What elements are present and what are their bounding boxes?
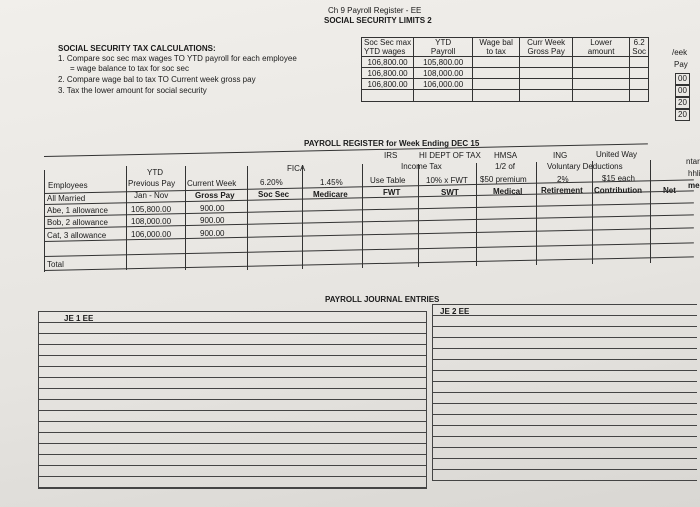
register-col-rule	[247, 166, 248, 270]
register-col-rule	[476, 163, 477, 266]
ss-header-max	[362, 38, 414, 57]
je2-line[interactable]	[433, 404, 697, 415]
register-col-rule	[302, 166, 303, 269]
ss-header-lower	[573, 38, 630, 57]
all-married-label: All Married	[47, 194, 86, 203]
ss-header-curr-week	[520, 38, 573, 57]
je2-line[interactable]	[433, 459, 697, 470]
ss-blank-cell	[473, 68, 520, 79]
each-label: $15 each	[602, 174, 635, 183]
instruction-step-3: 3. Tax the lower amount for social security	[58, 86, 207, 95]
edge-pay-label: Pay	[674, 60, 688, 69]
je2-line[interactable]	[433, 393, 697, 404]
ss-ytd-label-2: Payroll	[430, 47, 456, 56]
voluntary-deductions-label: Voluntary Deductions	[547, 162, 623, 171]
employee-ytd: 106,000.00	[131, 230, 172, 239]
ss-blank-cell	[520, 57, 573, 68]
instructions-heading: SOCIAL SECURITY TAX CALCULATIONS:	[58, 44, 216, 53]
ytd-label: YTD	[147, 168, 163, 177]
edge-value-3: 20	[675, 97, 690, 109]
ss-blank-cell	[630, 90, 649, 102]
edge-label-a3: me	[688, 181, 700, 190]
register-row-rule	[44, 242, 694, 257]
je1-line[interactable]	[39, 455, 426, 466]
je1-lines	[38, 311, 427, 489]
je1-line[interactable]	[39, 466, 426, 477]
employee-ytd: 105,800.00	[131, 205, 172, 214]
medical-label: Medical	[493, 187, 523, 196]
je1-line[interactable]	[39, 312, 426, 323]
je1-line[interactable]	[39, 400, 426, 411]
ss-blank-cell	[520, 90, 573, 102]
ss-max-label-2: YTD wages	[364, 47, 406, 56]
edge-value-2: 00	[675, 85, 690, 97]
je1-line[interactable]	[39, 345, 426, 356]
ss-ytd-label: YTD	[435, 38, 452, 47]
je2-label: JE 2 EE	[440, 307, 470, 316]
je2-line[interactable]	[433, 371, 697, 382]
ss-blank-cell	[362, 90, 414, 102]
ss-blank-cell	[414, 90, 473, 102]
ss-ytd-cell: 106,000.00	[414, 79, 473, 90]
hmsa-label: HMSA	[494, 151, 518, 160]
ss-blank-cell	[473, 57, 520, 68]
je1-line[interactable]	[39, 367, 426, 378]
je2-line[interactable]	[433, 415, 697, 426]
je2-lines	[432, 304, 697, 481]
ss-soc-label: Soc	[632, 47, 647, 56]
ss-max-label: Soc Sec max	[364, 38, 412, 47]
income-tax-label: Income Tax	[401, 162, 442, 171]
je1-line[interactable]	[39, 444, 426, 455]
total-label: Total	[47, 260, 64, 269]
ss-blank-cell	[473, 79, 520, 90]
prev-pay-label: Previous Pay	[128, 179, 176, 188]
fica-label: FICA	[287, 164, 306, 173]
employee-gross: 900.00	[200, 204, 225, 213]
je1-label: JE 1 EE	[64, 314, 94, 323]
ss-currweek-label: Curr Week	[527, 38, 566, 47]
ss-max-cell: 106,800.00	[362, 68, 414, 79]
current-week-label: Current Week	[187, 179, 237, 188]
ss-lower-label-2: amount	[587, 47, 615, 56]
edge-label-a2: hhli	[688, 169, 700, 178]
register-col-rule	[185, 166, 186, 270]
irs-label: IRS	[384, 151, 398, 160]
ss-blank-cell	[630, 57, 649, 68]
je2-line[interactable]	[433, 360, 697, 371]
ss-blank-cell	[573, 90, 630, 102]
page-title: Ch 9 Payroll Register - EE	[328, 6, 422, 15]
employee-ytd: 108,000.00	[131, 217, 172, 226]
register-col-rule	[418, 164, 419, 267]
ss-blank-cell	[630, 68, 649, 79]
instruction-step-1b: = wage balance to tax for soc sec	[70, 64, 189, 73]
je1-line[interactable]	[39, 389, 426, 400]
gross-pay-label: Gross Pay	[195, 191, 235, 200]
two-pct-label: 2%	[557, 175, 569, 184]
je1-line[interactable]	[39, 334, 426, 345]
ss-currweek-label-2: Gross Pay	[527, 47, 565, 56]
soc-rate-label: 6.20%	[260, 178, 283, 187]
je2-line[interactable]	[433, 437, 697, 448]
ss-header-ytd	[414, 38, 473, 57]
je2-line[interactable]	[433, 448, 697, 459]
ss-ytd-cell: 105,800.00	[414, 57, 473, 68]
employees-label: Employees	[48, 181, 88, 190]
edge-value-1: 00	[675, 73, 690, 85]
ing-label: ING	[553, 151, 568, 160]
ss-blank-cell	[520, 68, 573, 79]
instruction-step-2: 2. Compare wage bal to tax TO Current week gross pay	[58, 75, 256, 84]
medicare-label: Medicare	[313, 190, 348, 199]
contribution-label: Contribution	[594, 186, 642, 195]
ss-blank-cell	[573, 68, 630, 79]
register-row-rule	[44, 256, 694, 271]
hi-dept-label: HI DEPT OF TAX	[419, 151, 481, 160]
je2-line[interactable]	[433, 305, 697, 316]
je2-line[interactable]	[433, 426, 697, 437]
je1-line[interactable]	[39, 411, 426, 422]
ss-blank-cell	[573, 79, 630, 90]
edge-label-a1: ntar	[686, 157, 700, 166]
ss-header-soc	[630, 38, 649, 57]
je2-line[interactable]	[433, 338, 697, 349]
employee-name: Bob, 2 allowance	[47, 218, 108, 227]
je2-line[interactable]	[433, 327, 697, 338]
social-security-table	[361, 37, 649, 102]
journal-title: PAYROLL JOURNAL ENTRIES	[325, 295, 440, 304]
jan-nov-label: Jan - Nov	[134, 191, 169, 200]
register-title: PAYROLL REGISTER for Week Ending DEC 15	[304, 139, 480, 148]
je2-line[interactable]	[433, 349, 697, 360]
ss-ytd-cell: 108,000.00	[414, 68, 473, 79]
je1-line[interactable]	[39, 378, 426, 389]
fwt-label: FWT	[383, 188, 401, 197]
ss-blank-cell	[630, 79, 649, 90]
ss-blank-cell	[473, 90, 520, 102]
ss-max-cell: 106,800.00	[362, 57, 414, 68]
je1-line[interactable]	[39, 356, 426, 367]
fwt-pct-label: 10% x FWT	[426, 176, 468, 185]
je1-line[interactable]	[39, 477, 426, 488]
je1-line[interactable]	[39, 422, 426, 433]
employee-name: Cat, 3 allowance	[47, 231, 107, 240]
med-rate-label: 1.45%	[320, 178, 343, 187]
retirement-label: Retirement	[541, 186, 583, 195]
united-way-label: United Way	[596, 150, 638, 159]
net-label: Net	[663, 186, 676, 195]
half-of-label: 1/2 of	[495, 162, 516, 171]
register-col-rule	[362, 164, 363, 268]
ss-lower-label: Lower	[590, 38, 613, 47]
ss-header-wage-bal	[473, 38, 520, 57]
ss-wagebal-label-2: to tax	[486, 47, 506, 56]
register-col-rule	[536, 162, 537, 265]
edge-value-4: 20	[675, 109, 690, 121]
soc-sec-label: Soc Sec	[258, 190, 290, 199]
register-col-rule	[592, 161, 593, 264]
register-col-rule	[650, 160, 651, 263]
employee-gross: 900.00	[200, 216, 225, 225]
register-col-rule	[44, 170, 45, 272]
register-col-rule	[126, 166, 127, 270]
use-table-label: Use Table	[370, 176, 406, 185]
je1-line[interactable]	[39, 433, 426, 444]
je2-line[interactable]	[433, 470, 697, 481]
ss-max-cell: 106,800.00	[362, 79, 414, 90]
premium-label: $50 premium	[480, 175, 527, 184]
ss-blank-cell	[520, 79, 573, 90]
employee-gross: 900.00	[200, 229, 225, 238]
je2-line[interactable]	[433, 316, 697, 327]
employee-name: Abe, 1 allowance	[47, 206, 108, 215]
instruction-step-1: 1. Compare soc sec max wages TO YTD payroll for each employee	[58, 54, 297, 63]
swt-label: SWT	[441, 188, 459, 197]
ss-rate-label: 6.2	[633, 38, 645, 47]
page-subtitle: SOCIAL SECURITY LIMITS 2	[324, 16, 432, 25]
edge-week-label: /eek	[672, 48, 688, 57]
ss-wagebal-label: Wage bal	[479, 38, 513, 47]
je1-line[interactable]	[39, 323, 426, 334]
ss-blank-cell	[573, 57, 630, 68]
je2-line[interactable]	[433, 382, 697, 393]
